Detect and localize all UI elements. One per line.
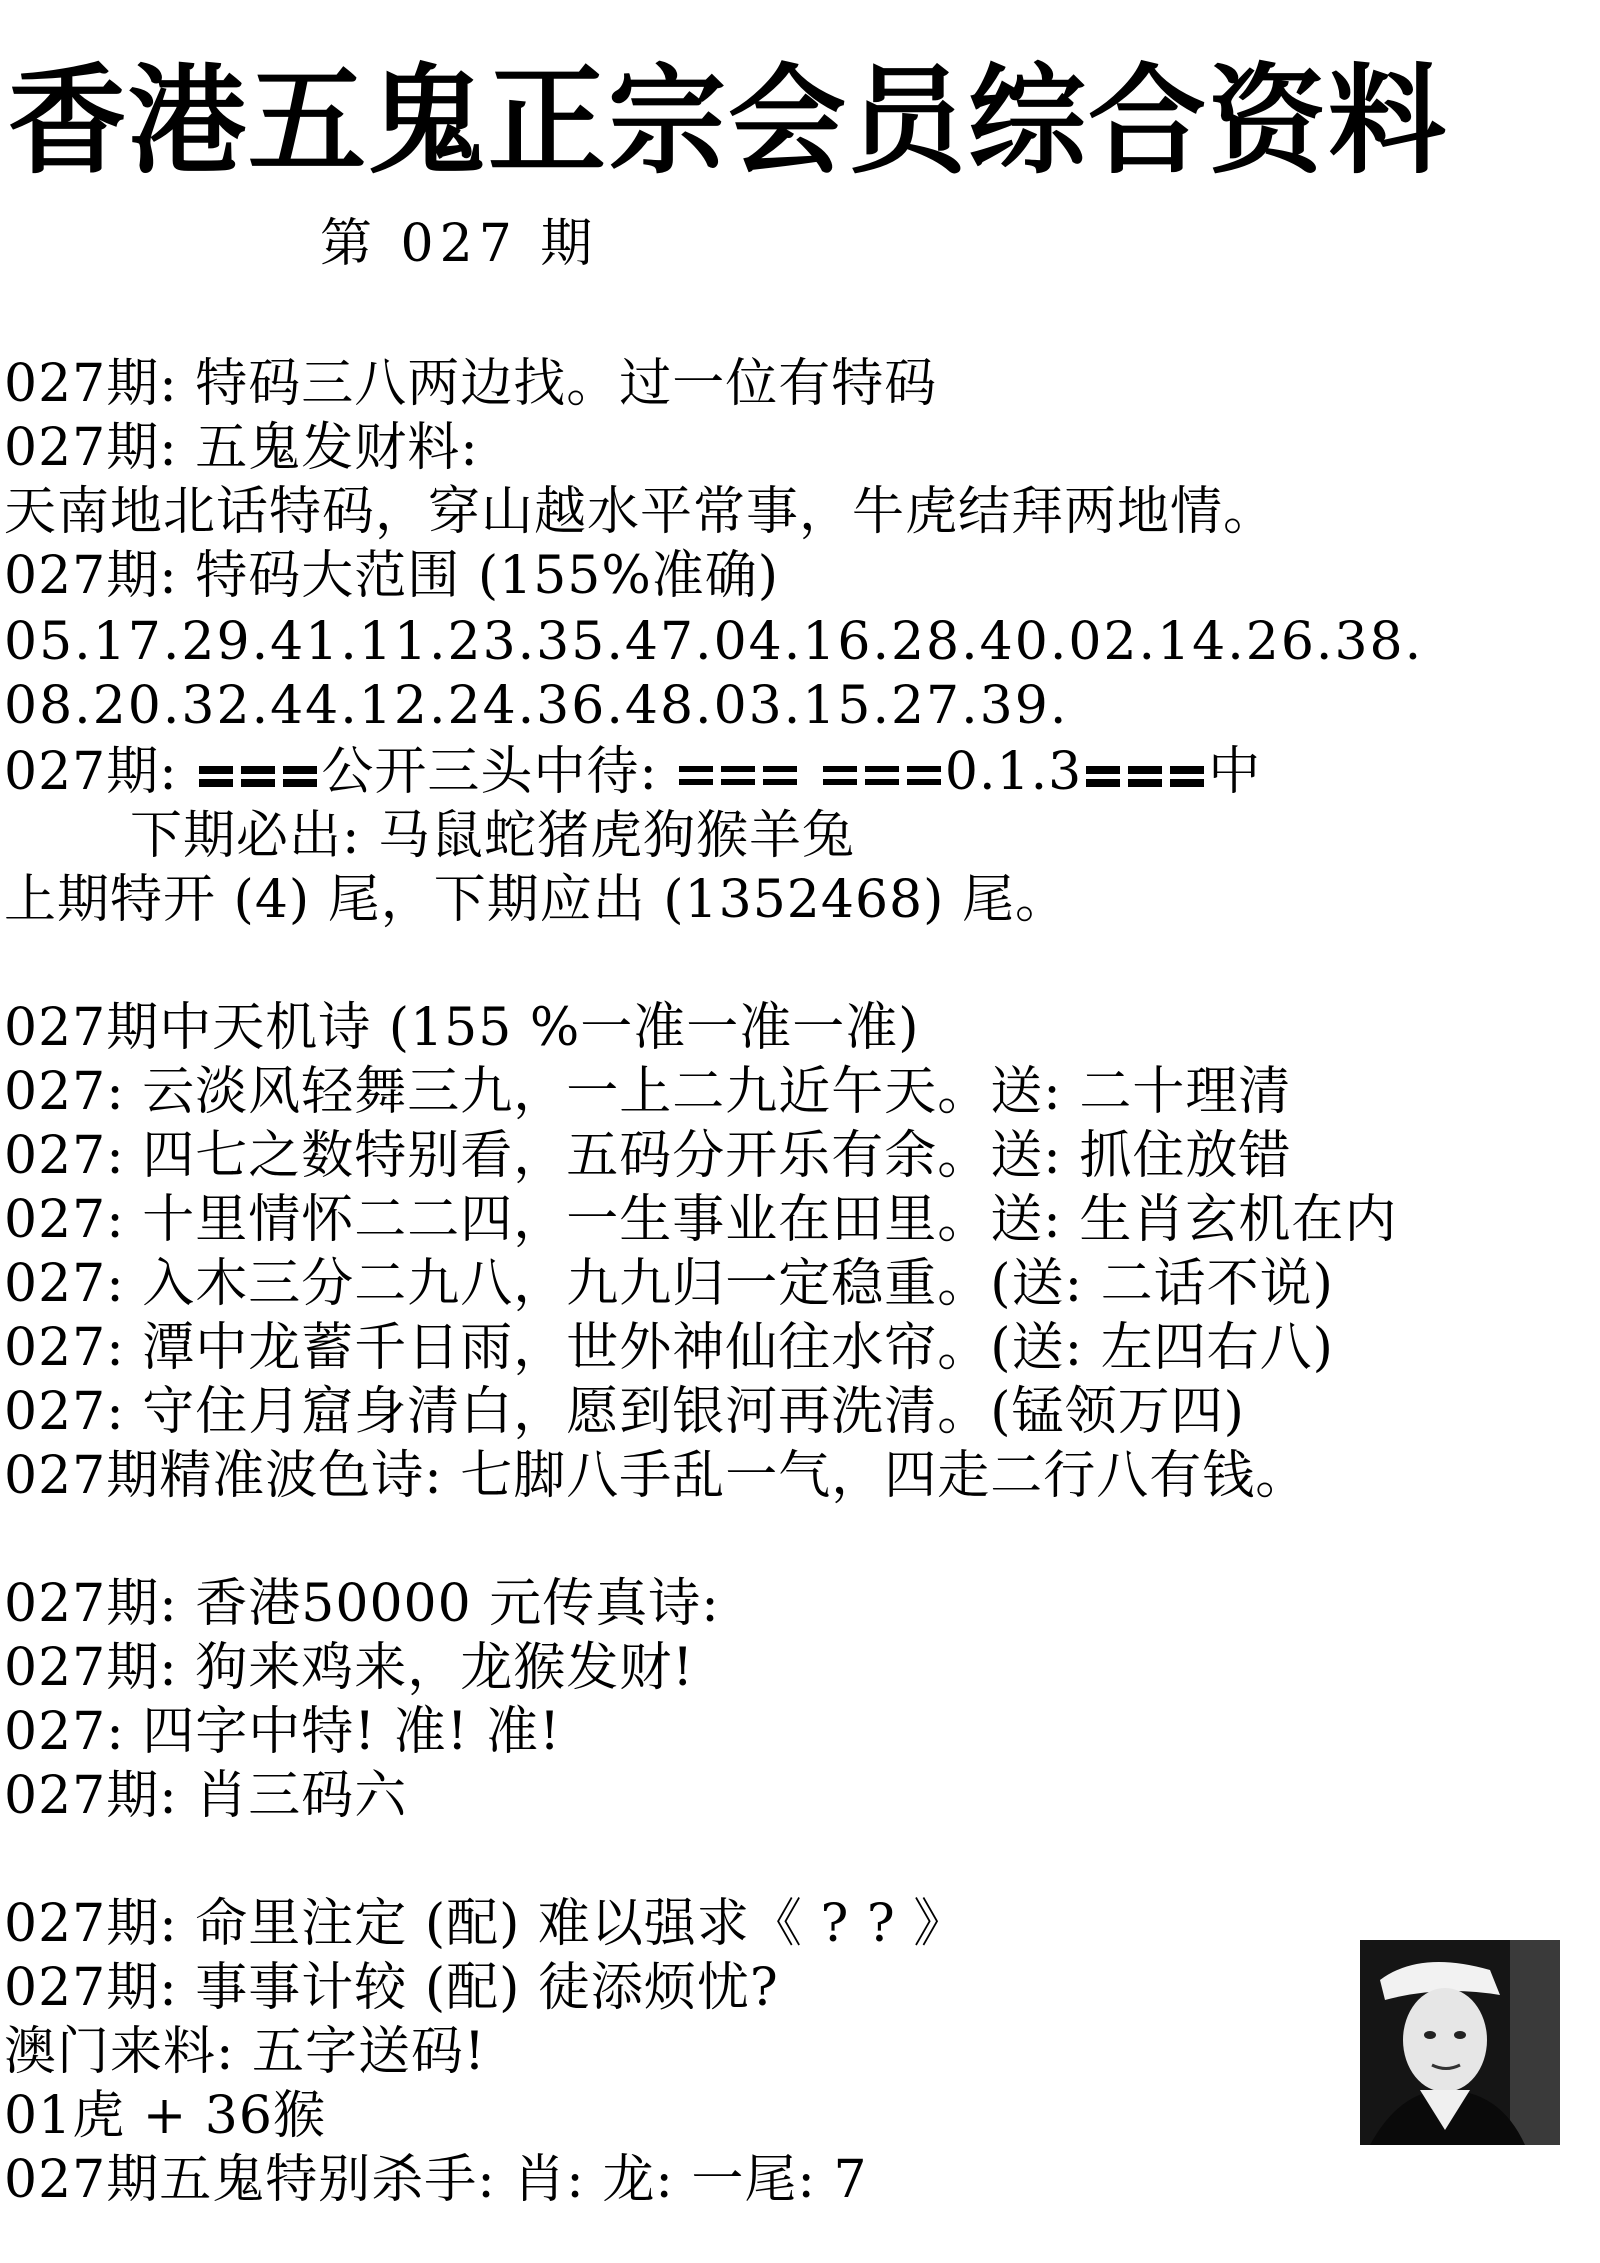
line-end: 中	[1208, 742, 1262, 802]
redacted-block	[1170, 766, 1204, 792]
text-line: 027: 十里情怀二二四，一生事业在田里。送: 生肖玄机在内	[4, 1190, 1398, 1250]
text-line: 027: 云淡风轻舞三九，一上二九近午天。送: 二十理清	[4, 1062, 1292, 1122]
text-line: 027期: 特码大范围 (155%准确)	[4, 546, 780, 606]
redacted-block	[1128, 766, 1162, 792]
redacted-block	[241, 766, 275, 792]
redacted-block	[199, 766, 233, 792]
text-line: 027期五鬼特别杀手: 肖: 龙: 一尾: 7	[4, 2150, 868, 2210]
redacted-block	[907, 766, 941, 792]
redacted-block	[1086, 766, 1120, 792]
text-line: 027期: 狗来鸡来，龙猴发财!	[4, 1638, 695, 1698]
head-digits: 0.1.3	[944, 742, 1083, 802]
text-line: 027: 守住月窟身清白，愿到银河再洗清。(锰领万四)	[4, 1382, 1245, 1442]
text-line: 027期精准波色诗: 七脚八手乱一气，四走二行八有钱。	[4, 1446, 1309, 1506]
redacted-block	[763, 766, 797, 792]
redacted-block-group	[819, 746, 945, 806]
text-line: 027期: 肖三码六	[4, 1766, 408, 1826]
redacted-block	[283, 766, 317, 792]
text-line: 027期: 五鬼发财料:	[4, 418, 479, 478]
redacted-block-group	[675, 746, 801, 806]
number-list: 08.20.32.44.12.24.36.48.03.15.27.39.	[4, 676, 1069, 736]
text-line: 下期必出: 马鼠蛇猪虎狗猴羊兔	[130, 806, 856, 866]
redacted-block	[721, 766, 755, 792]
text-line: 01虎 + 36猴	[4, 2086, 326, 2146]
number-list: 05.17.29.41.11.23.35.47.04.16.28.40.02.14.26.38.	[4, 612, 1424, 672]
portrait-image	[1360, 1940, 1560, 2145]
text-line: 027: 四字中特! 准! 准!	[4, 1702, 562, 1762]
text-line: 027期: 香港50000 元传真诗:	[4, 1574, 720, 1634]
text-line: 027期中天机诗 (155 %一准一准一准)	[4, 998, 920, 1058]
line-prefix: 027期:	[4, 742, 178, 802]
redacted-block	[823, 766, 857, 792]
line-mid: 公开三头中待:	[321, 742, 658, 802]
redacted-block-group	[195, 746, 321, 806]
text-line: 027期: 命里注定 (配) 难以强求《 ? ? 》	[4, 1894, 967, 1954]
text-line: 027: 潭中龙蓄千日雨，世外神仙往水帘。(送: 左四右八)	[4, 1318, 1334, 1378]
redacted-block-group	[1082, 746, 1208, 806]
head-digits-line	[4, 742, 1261, 806]
page-title: 香港五鬼正宗会员综合资料	[8, 51, 1449, 190]
portrait-photo	[1360, 1940, 1560, 2145]
redacted-block	[865, 766, 899, 792]
text-line: 027: 入木三分二九八，九九归一定稳重。(送: 二话不说)	[4, 1254, 1334, 1314]
text-line: 027: 四七之数特别看，五码分开乐有余。送: 抓住放错	[4, 1126, 1292, 1186]
issue-number: 第 027 期	[320, 214, 599, 274]
text-line: 027期: 特码三八两边找。过一位有特码	[4, 354, 938, 414]
text-line: 澳门来料: 五字送码!	[4, 2022, 486, 2082]
redacted-block	[679, 766, 713, 792]
text-line: 天南地北话特码，穿山越水平常事，牛虎结拜两地情。	[4, 482, 1277, 542]
text-line: 027期: 事事计较 (配) 徒添烦忧?	[4, 1958, 779, 2018]
text-line: 上期特开 (4) 尾，下期应出 (1352468) 尾。	[4, 870, 1068, 930]
